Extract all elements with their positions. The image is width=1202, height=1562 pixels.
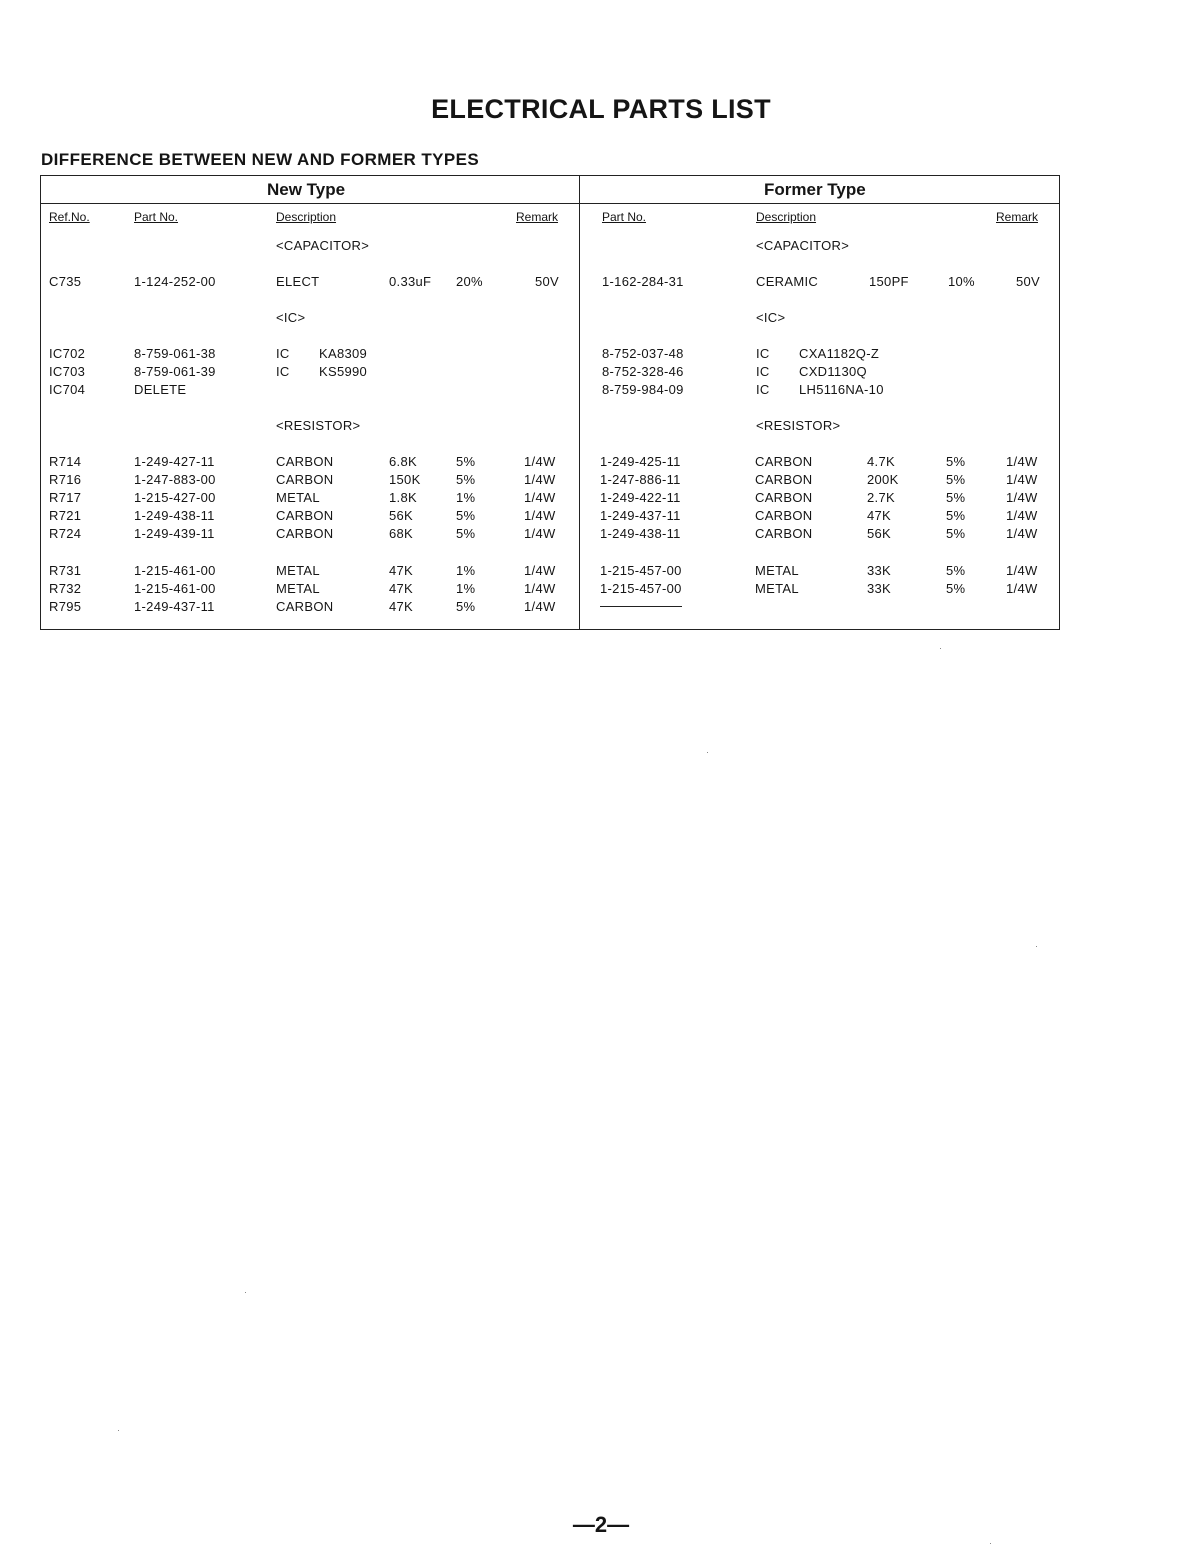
new-description-cell: CARBON [276,472,334,487]
ref-no-cell: R717 [49,490,82,505]
new-tolerance-cell: 5% [456,599,476,614]
ref-no-cell: R721 [49,508,82,523]
new-part-no-cell: 1-249-439-11 [134,526,215,541]
new-part-no-cell: 1-249-438-11 [134,508,215,523]
former-remark-cell: 1/4W [1006,526,1038,541]
scan-speck [118,1430,119,1431]
new-tolerance-cell: 1% [456,581,476,596]
group-label: <IC> [756,310,786,325]
former-value-cell: 47K [867,508,892,523]
new-description-cell: CARBON [276,454,334,469]
new-part-no-cell: 8-759-061-39 [134,364,216,379]
former-value-cell: 4.7K [867,454,895,469]
group-label: <RESISTOR> [276,418,361,433]
new-description-cell: CARBON [276,526,334,541]
former-part-no-cell: 1-249-422-11 [600,490,681,505]
new-remark-cell: 50V [535,274,560,289]
new-value-cell: 47K [389,563,414,578]
new-tolerance-cell: 5% [456,508,476,523]
new-description-cell: IC [276,346,290,361]
former-part-no-cell: 1-249-425-11 [600,454,681,469]
former-tolerance-cell: 5% [946,472,966,487]
former-tolerance-cell: 5% [946,526,966,541]
former-tolerance-cell: 5% [946,454,966,469]
ref-no-cell: R724 [49,526,82,541]
new-part-no-cell: 1-215-461-00 [134,563,216,578]
new-value-cell: 150K [389,472,421,487]
new-description-cell: CARBON [276,508,334,523]
new-description-cell: METAL [276,581,320,596]
new-value-cell: 56K [389,508,414,523]
former-part-no-cell: 8-752-328-46 [602,364,684,379]
new-value-cell: KA8309 [319,346,368,361]
ref-no-cell: R714 [49,454,82,469]
parts-table [40,175,1060,630]
new-value-cell: 68K [389,526,414,541]
ref-no-header: Ref.No. [49,210,90,224]
new-value-cell: 6.8K [389,454,417,469]
former-value-cell: CXD1130Q [799,364,867,379]
ref-no-cell: IC703 [49,364,86,379]
former-remark-cell: 1/4W [1006,508,1038,523]
page-number: —2— [572,1512,630,1537]
new-tolerance-cell: 5% [456,526,476,541]
new-tolerance-cell: 1% [456,563,476,578]
header-divider [41,203,1059,204]
former-description-header: Description [756,210,817,224]
former-description-cell: METAL [755,563,799,578]
new-value-cell: 0.33uF [389,274,432,289]
new-tolerance-cell: 20% [456,274,483,289]
new-part-no-cell: 1-215-461-00 [134,581,216,596]
new-remark-cell: 1/4W [524,563,556,578]
group-label: <CAPACITOR> [276,238,370,253]
new-remark-cell: 1/4W [524,526,556,541]
former-part-no-cell: 1-247-886-11 [600,472,681,487]
former-tolerance-cell: 5% [946,508,966,523]
new-part-no-cell: 1-247-883-00 [134,472,216,487]
former-value-cell: 2.7K [867,490,895,505]
former-part-no-cell: 8-759-984-09 [602,382,684,397]
new-description-cell: IC [276,364,290,379]
new-tolerance-cell: 1% [456,490,476,505]
new-type-heading: New Type [267,180,346,199]
former-remark-header: Remark [996,210,1039,224]
former-type-heading: Former Type [764,180,866,199]
new-remark-header: Remark [516,210,559,224]
ref-no-cell: C735 [49,274,82,289]
former-value-cell: 200K [867,472,899,487]
ref-no-cell: IC704 [49,382,86,397]
new-description-cell: METAL [276,563,320,578]
former-description-cell: CARBON [755,454,813,469]
former-value-cell: 33K [867,563,892,578]
new-description-cell: ELECT [276,274,320,289]
group-label: <IC> [276,310,306,325]
former-part-no-cell: 1-249-438-11 [600,526,681,541]
new-part-no-header: Part No. [134,210,179,224]
new-remark-cell: 1/4W [524,581,556,596]
former-remark-cell: 1/4W [1006,472,1038,487]
former-remark-cell: 1/4W [1006,490,1038,505]
new-description-cell: METAL [276,490,320,505]
new-value-cell: 47K [389,599,414,614]
new-part-no-cell: 1-249-437-11 [134,599,215,614]
scan-speck [1036,946,1037,947]
new-remark-cell: 1/4W [524,599,556,614]
new-part-no-cell: 1-215-427-00 [134,490,216,505]
former-value-cell: LH5116NA-10 [799,382,884,397]
new-part-no-cell: DELETE [134,382,187,397]
new-remark-cell: 1/4W [524,508,556,523]
page-title: ELECTRICAL PARTS LIST [431,94,771,124]
former-description-cell: IC [756,346,770,361]
former-tolerance-cell: 5% [946,581,966,596]
new-value-cell: 1.8K [389,490,417,505]
ref-no-cell: R731 [49,563,82,578]
section-subtitle: DIFFERENCE BETWEEN NEW AND FORMER TYPES [41,150,480,169]
new-remark-cell: 1/4W [524,454,556,469]
scan-speck [707,752,708,753]
no-former-part-dash [600,606,682,607]
group-label: <CAPACITOR> [756,238,850,253]
new-value-cell: KS5990 [319,364,368,379]
former-remark-cell: 1/4W [1006,563,1038,578]
former-description-cell: IC [756,382,770,397]
former-remark-cell: 1/4W [1006,454,1038,469]
former-part-no-cell: 1-162-284-31 [602,274,684,289]
new-part-no-cell: 1-124-252-00 [134,274,216,289]
new-tolerance-cell: 5% [456,454,476,469]
ref-no-cell: R716 [49,472,82,487]
former-description-cell: CARBON [755,490,813,505]
ref-no-cell: R732 [49,581,82,596]
former-part-no-cell: 8-752-037-48 [602,346,684,361]
former-remark-cell: 1/4W [1006,581,1038,596]
former-tolerance-cell: 10% [948,274,975,289]
former-part-no-header: Part No. [602,210,647,224]
new-description-cell: CARBON [276,599,334,614]
former-part-no-cell: 1-249-437-11 [600,508,681,523]
new-part-no-cell: 1-249-427-11 [134,454,215,469]
former-description-cell: IC [756,364,770,379]
former-description-cell: METAL [755,581,799,596]
column-divider [579,176,580,629]
former-description-cell: CERAMIC [756,274,819,289]
former-part-no-cell: 1-215-457-00 [600,563,682,578]
scan-speck [245,1292,246,1293]
new-value-cell: 47K [389,581,414,596]
former-tolerance-cell: 5% [946,563,966,578]
former-value-cell: 33K [867,581,892,596]
former-description-cell: CARBON [755,508,813,523]
former-description-cell: CARBON [755,472,813,487]
former-value-cell: CXA1182Q-Z [799,346,880,361]
former-remark-cell: 50V [1016,274,1041,289]
former-description-cell: CARBON [755,526,813,541]
former-value-cell: 150PF [869,274,909,289]
former-value-cell: 56K [867,526,892,541]
new-remark-cell: 1/4W [524,490,556,505]
scan-speck [940,648,941,649]
new-remark-cell: 1/4W [524,472,556,487]
new-tolerance-cell: 5% [456,472,476,487]
former-part-no-cell: 1-215-457-00 [600,581,682,596]
new-part-no-cell: 8-759-061-38 [134,346,216,361]
scan-speck [990,1543,991,1544]
ref-no-cell: IC702 [49,346,86,361]
new-description-header: Description [276,210,337,224]
group-label: <RESISTOR> [756,418,841,433]
ref-no-cell: R795 [49,599,82,614]
former-tolerance-cell: 5% [946,490,966,505]
